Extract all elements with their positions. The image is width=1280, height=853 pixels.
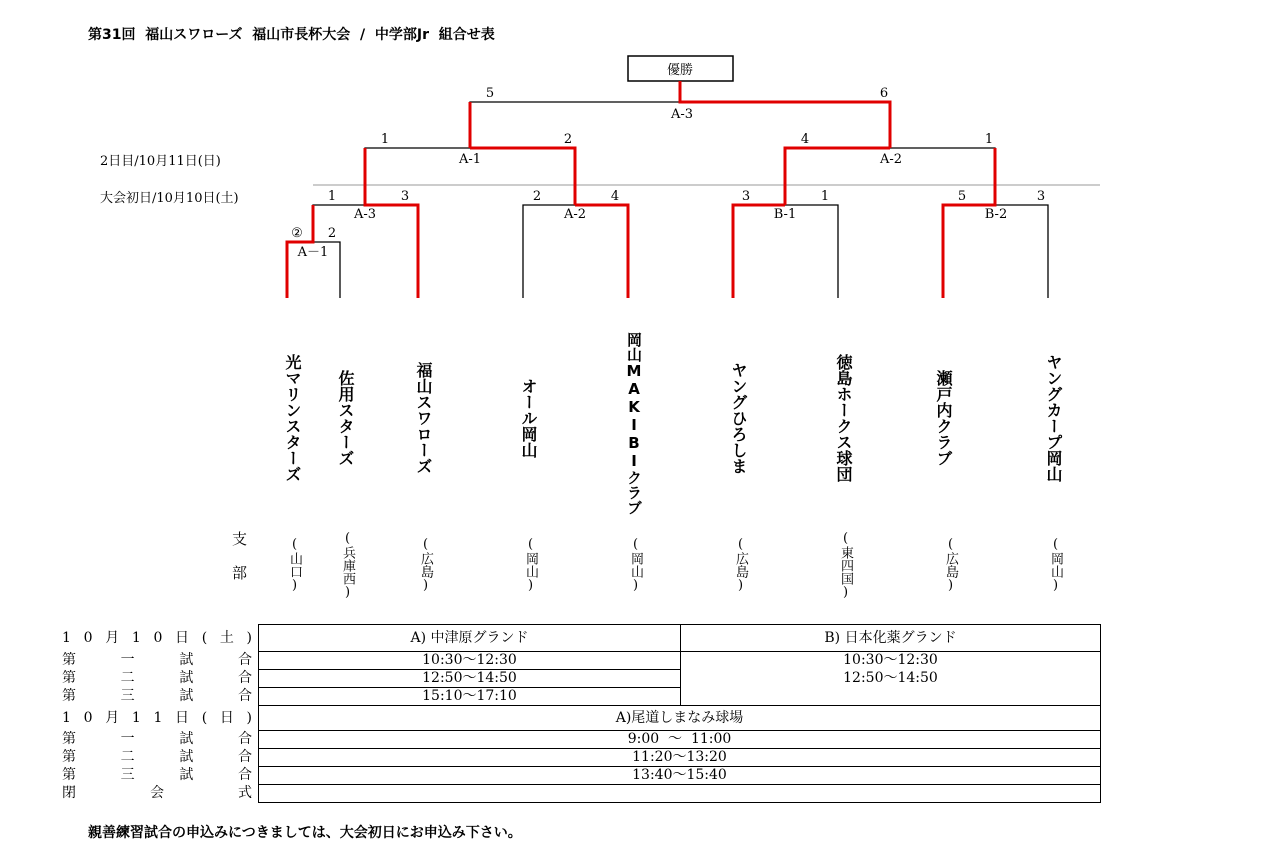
closing-label: 閉 会 式 bbox=[62, 785, 252, 801]
schedule-table bbox=[62, 624, 1101, 803]
r1-score-left: ② bbox=[291, 226, 303, 241]
game-label: 第 一 試 合 bbox=[62, 731, 252, 747]
venue-b: B) 日本化薬グランド bbox=[681, 625, 1101, 652]
venue-day2: A)尾道しまなみ球場 bbox=[259, 706, 1101, 731]
winner-lines bbox=[287, 81, 995, 298]
day2-label: 2日目/10月11日(日) bbox=[100, 154, 221, 169]
game-label: 第 二 試 合 bbox=[62, 670, 252, 686]
q1-score-right: 3 bbox=[400, 189, 410, 204]
q4-score-left: 5 bbox=[957, 189, 967, 204]
venue-a: A) 中津原グランド bbox=[259, 625, 681, 652]
q2-score-right: 4 bbox=[610, 189, 620, 204]
game-label: 第 三 試 合 bbox=[62, 688, 252, 704]
q4-code: B-2 bbox=[984, 207, 1008, 222]
team-branch: (広島) bbox=[733, 537, 748, 593]
team-name: 瀬戸内クラブ bbox=[934, 370, 953, 466]
page-title: 第31回 福山スワローズ 福山市長杯大会 / 中学部Jr 組合せ表 bbox=[88, 27, 495, 43]
team-name: ヤングカープ岡山 bbox=[1044, 354, 1063, 482]
r1-code: A－1 bbox=[297, 245, 329, 260]
day2-game-time: 9:00 ～ 11:00 bbox=[259, 731, 1101, 749]
team-branch: (山口) bbox=[287, 537, 302, 593]
game-time-b: 10:30～12:30 bbox=[681, 652, 1101, 670]
team-name: 佐用スターズ bbox=[336, 370, 355, 466]
note-text: 親善練習試合の申込みにつきましては、大会初日にお申込み下さい。 bbox=[88, 825, 522, 841]
game-label: 第 二 試 合 bbox=[62, 749, 252, 765]
game-time-b: 12:50～14:50 bbox=[681, 670, 1101, 688]
semi2-code: A-2 bbox=[879, 152, 903, 167]
q3-code: B-1 bbox=[773, 207, 797, 222]
q2-score-left: 2 bbox=[532, 189, 542, 204]
team-name: 福山スワローズ bbox=[414, 362, 433, 474]
day1-label: 大会初日/10月10日(土) bbox=[100, 191, 239, 206]
team-branch: (兵庫西) bbox=[340, 530, 355, 600]
q2-code: A-2 bbox=[563, 207, 587, 222]
day2-closing-time bbox=[259, 785, 1101, 803]
q3-score-left: 3 bbox=[741, 189, 751, 204]
team-branch: (岡山) bbox=[1048, 537, 1063, 593]
team-branch: (広島) bbox=[418, 537, 433, 593]
q4-score-right: 3 bbox=[1036, 189, 1046, 204]
team-branch: (岡山) bbox=[628, 537, 643, 593]
champion-label: 優勝 bbox=[666, 63, 694, 78]
final-score-right: 6 bbox=[879, 86, 889, 101]
semi1-score-left: 1 bbox=[380, 132, 390, 147]
game-time-b bbox=[681, 688, 1101, 706]
team-branch: (岡山) bbox=[523, 537, 538, 593]
game-time-a: 12:50～14:50 bbox=[259, 670, 681, 688]
semi1-code: A-1 bbox=[458, 152, 482, 167]
day2-game-time: 11:20～13:20 bbox=[259, 749, 1101, 767]
semi2-score-left: 4 bbox=[800, 132, 810, 147]
final-code: A-3 bbox=[670, 107, 694, 122]
team-name: 徳島ホークス球団 bbox=[834, 354, 853, 482]
team-name: 岡山MAKIBIクラブ bbox=[625, 331, 643, 515]
game-label: 第 三 試 合 bbox=[62, 767, 252, 783]
team-branch: (東四国) bbox=[838, 530, 853, 600]
day2-date: 1 0 月 1 1 日 ( 日 ) bbox=[62, 709, 252, 726]
team-name: ヤングひろしま bbox=[729, 362, 748, 474]
q1-score-left: 1 bbox=[327, 189, 337, 204]
game-time-a: 10:30～12:30 bbox=[259, 652, 681, 670]
day2-game-time: 13:40～15:40 bbox=[259, 767, 1101, 785]
team-name: 光マリンスターズ bbox=[283, 354, 302, 482]
branch-label: 支 部 bbox=[232, 530, 248, 582]
final-score-left: 5 bbox=[485, 86, 495, 101]
team-branch: (広島) bbox=[943, 537, 958, 593]
r1-score-right: 2 bbox=[327, 226, 337, 241]
game-time-a: 15:10～17:10 bbox=[259, 688, 681, 706]
team-name: オール岡山 bbox=[519, 378, 538, 458]
semi1-score-right: 2 bbox=[563, 132, 573, 147]
q3-score-right: 1 bbox=[820, 189, 830, 204]
q1-code: A-3 bbox=[353, 207, 377, 222]
semi2-score-right: 1 bbox=[984, 132, 994, 147]
day1-date: 1 0 月 1 0 日 ( 土 ) bbox=[62, 629, 252, 646]
game-label: 第 一 試 合 bbox=[62, 652, 252, 668]
